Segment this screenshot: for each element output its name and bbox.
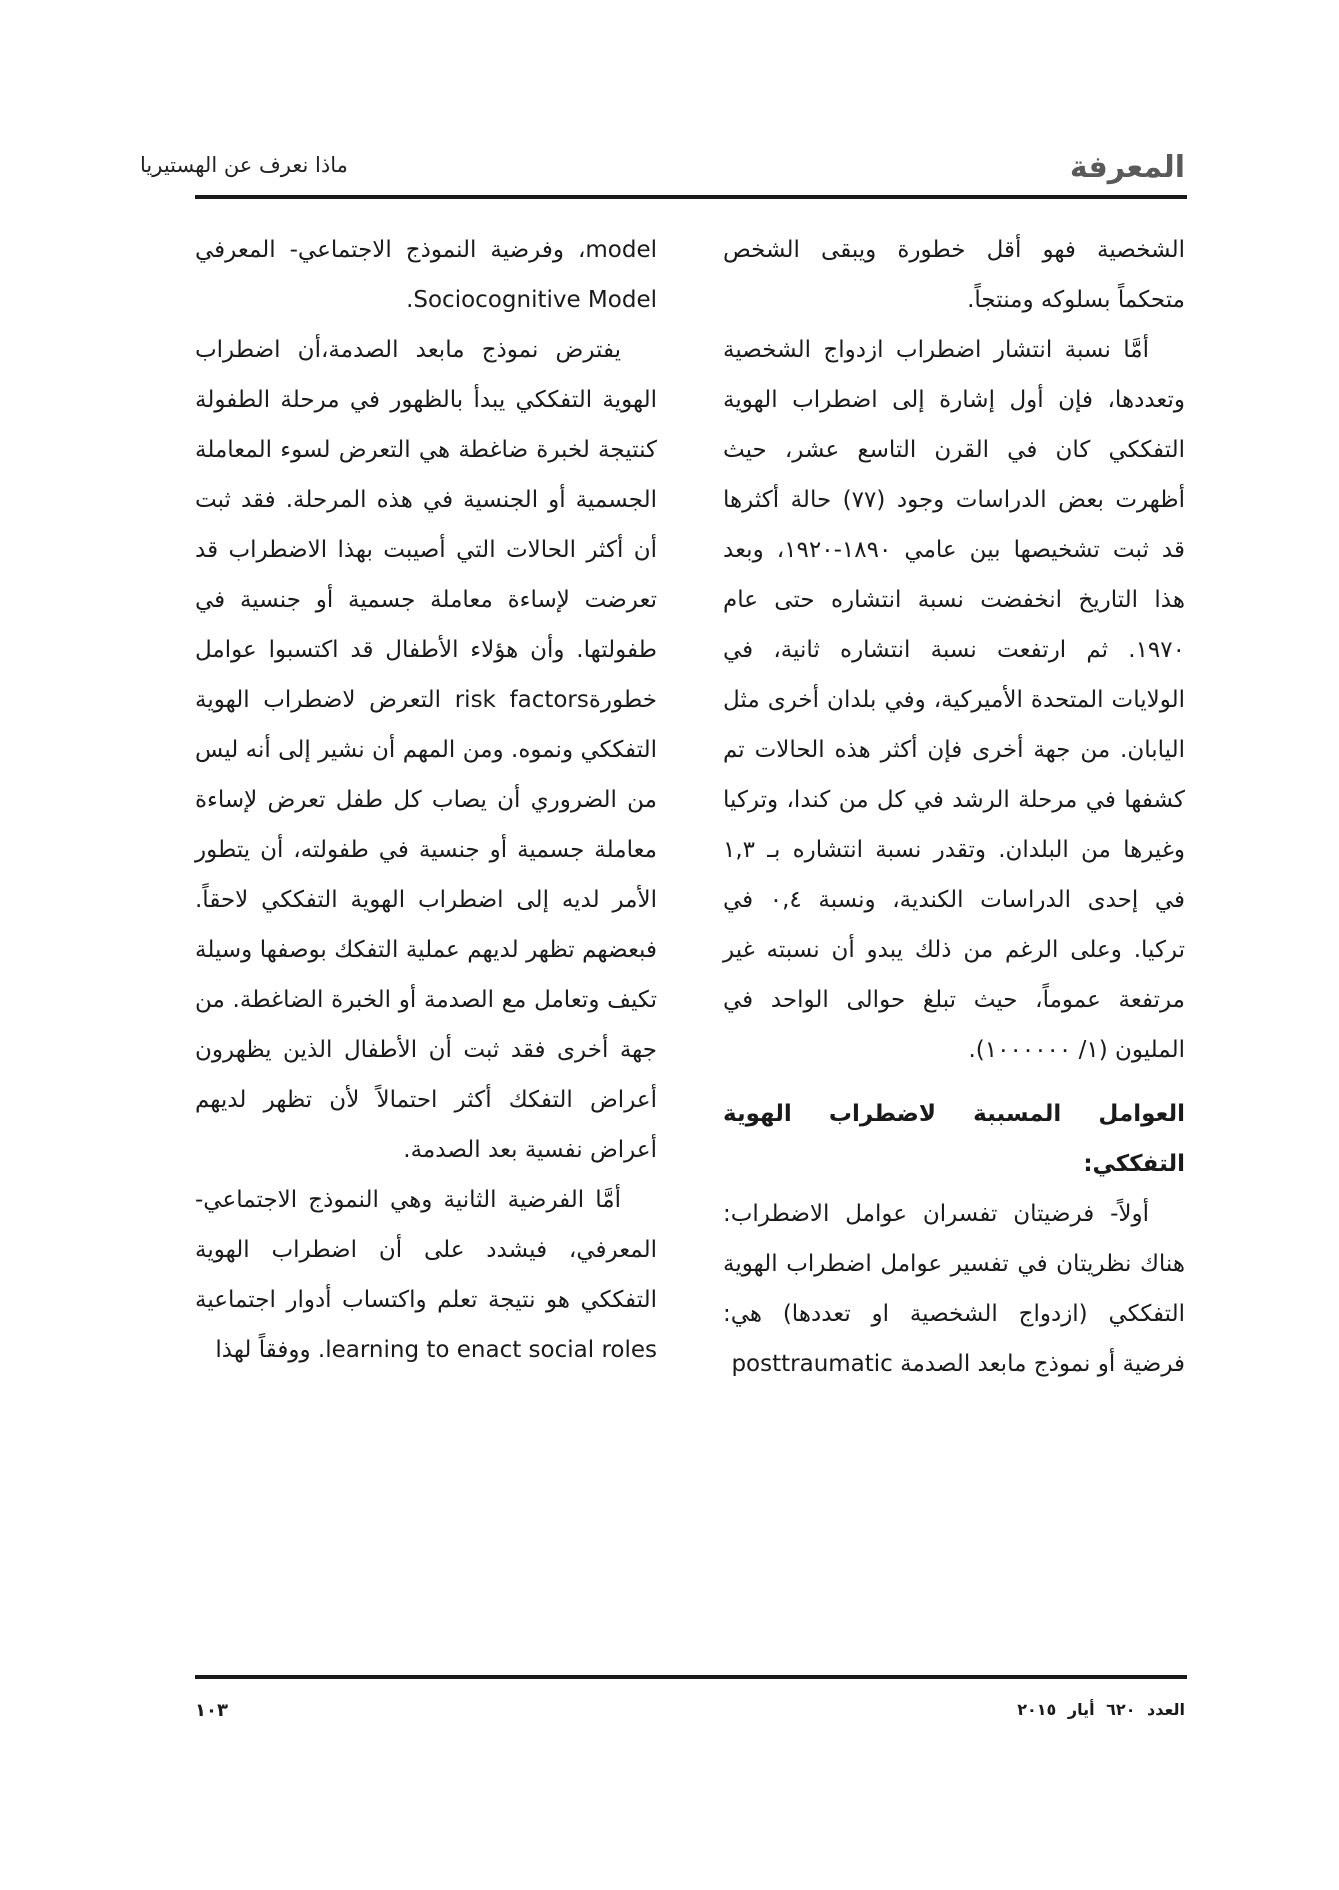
right-column [723, 225, 1185, 1389]
magazine-logo: المعرفة [1069, 150, 1185, 185]
left-column [195, 225, 657, 1375]
paragraph: يفترض نموذج مابعد الصدمة،أن اضطراب الهوية التفككي يبدأ بالظهور في مرحلة الطفولة كنتيجة لخبرة ضاغطة هي التعرض لسوء المعاملة الجسمية أو الجنسية في هذه المرحلة. فقد ثبت أن أكثر الحالات التي أصيبت بهذا الاضطراب قد تعرضت لإساءة معاملة جسمية أو جنسية في طفولتها. وأن هؤلاء الأطفال قد اكتسبوا عوامل خطورةrisk factors التعرض لاضطراب الهوية التفككي ونموه. ومن المهم أن نشير إلى أنه ليس من الضروري أن يصاب كل طفل تعرض لإساءة معاملة جسمية أو جنسية في طفولته، أن يتطور الأمر لديه إلى اضطراب الهوية التفككي لاحقاً. فبعضهم تظهر لديهم عملية التفكك بوصفها وسيلة تكيف وتعامل مع الصدمة أو الخبرة الضاغطة. من جهة أخرى فقد ثبت أن الأطفال الذين يظهرون أعراض التفكك أكثر احتمالاً لأن تظهر لديهم أعراض نفسية بعد الصدمة. [195, 337, 657, 1163]
paragraph: model، وفرضية النموذج الاجتماعي- المعرفي Sociocognitive Model. [195, 237, 657, 313]
header-rule [195, 195, 1187, 199]
page-number: ١٠٣ [195, 1700, 228, 1721]
paragraph: الشخصية فهو أقل خطورة ويبقى الشخص متحكماً بسلوكه ومنتجاً. [723, 237, 1185, 313]
section-heading: العوامل المسببة لاضطراب الهوية التفككي: [723, 1101, 1185, 1177]
paragraph: أولاً- فرضيتان تفسران عوامل الاضطراب: هناك نظريتان في تفسير عوامل اضطراب الهوية التفككي (ازدواج الشخصية او تعددها) هي: فرضية أو نموذج مابعد الصدمة posttraumatic [723, 1201, 1185, 1377]
footer-rule [195, 1675, 1187, 1679]
running-title: ماذا نعرف عن الهستيريا [140, 153, 348, 177]
paragraph: أمَّا نسبة انتشار اضطراب ازدواج الشخصية وتعددها، فإن أول إشارة إلى اضطراب الهوية التفككي كان في القرن التاسع عشر، حيث أظهرت بعض الدراسات وجود (٧٧) حالة أكثرها قد ثبت تشخيصها بين عامي ١٨٩٠-١٩٢٠، وبعد هذا التاريخ انخفضت نسبة انتشاره حتى عام ١٩٧٠. ثم ارتفعت نسبة انتشاره ثانية، في الولايات المتحدة الأميركية، وفي بلدان أخرى مثل اليابان. من جهة أخرى فإن أكثر هذه الحالات تم كشفها في مرحلة الرشد في كل من كندا، وتركيا وغيرها من البلدان. وتقدر نسبة انتشاره بـ ١,٣ في إحدى الدراسات الكندية، ونسبة ٠,٤ في تركيا. وعلى الرغم من ذلك يبدو أن نسبته غير مرتفعة عموماً، حيث تبلغ حوالى الواحد في المليون (١/ ١٠٠٠٠٠٠). [723, 337, 1185, 1063]
issue-info: العدد ٦٢٠ أيار ٢٠١٥ [1017, 1700, 1185, 1719]
paragraph: أمَّا الفرضية الثانية وهي النموذج الاجتماعي- المعرفي، فيشدد على أن اضطراب الهوية التفككي هو نتيجة تعلم واكتساب أدوار اجتماعية learning to enact social roles. ووفقاً لهذا [195, 1187, 657, 1363]
